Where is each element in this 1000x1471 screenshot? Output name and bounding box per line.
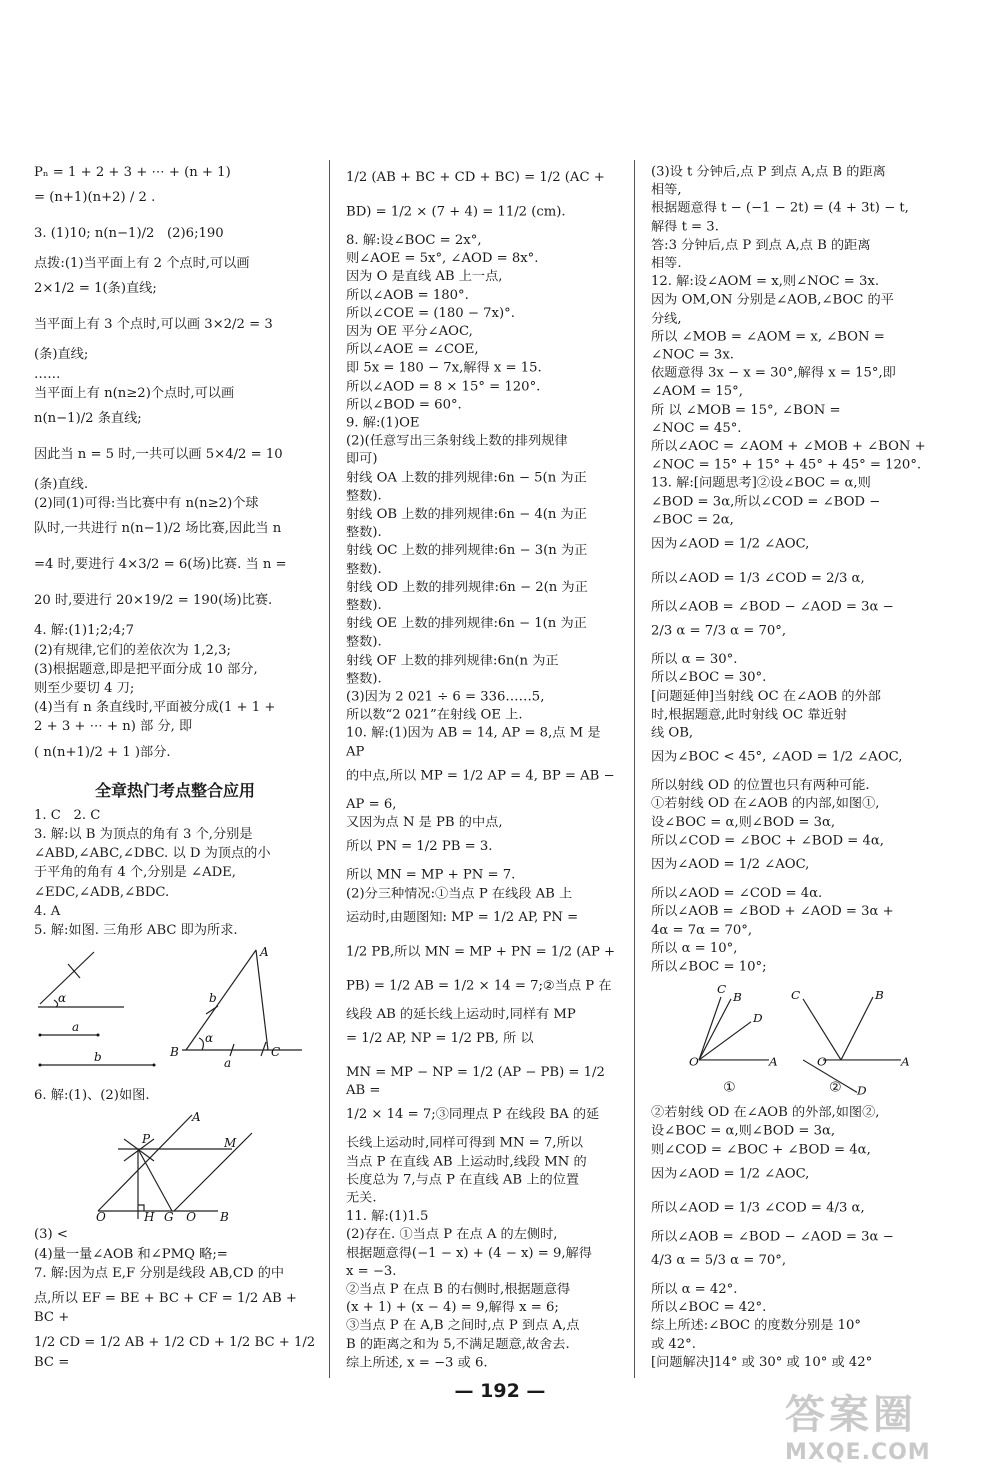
text-line: 所以∠AOD = 8 × 15° = 120°. [346, 379, 541, 394]
text-line: x = −3. [346, 1264, 397, 1279]
text-line: ∠NOC = 3x. [651, 348, 734, 363]
text-line: 因为∠AOD = 1/2 ∠AOC, [651, 857, 810, 873]
text-line: 8. 解:设∠BOC = 2x°, [346, 233, 482, 248]
text-line: 又因为点 N 是 PB 的中点, [346, 815, 503, 830]
text-line: 长度总为 7,与点 P 在直线 AB 上的位置 [346, 1172, 580, 1188]
svg-text:b: b [94, 1050, 102, 1065]
text-line: 相等, [651, 183, 682, 198]
text-line: 解得 t = 3. [651, 219, 719, 235]
text-line: 队时,一共进行 n(n−1)/2 场比赛,因此当 n [34, 521, 282, 537]
text-line: 所以∠BOC = 10°; [651, 959, 767, 974]
figure-label-2: ② [829, 1080, 842, 1096]
text-line: ③当点 P 在 A,B 之间时,点 P 到点 A,点 [346, 1319, 580, 1334]
text-line: 时,根据题意,此时射线 OC 靠近射 [651, 707, 847, 723]
text-line: [问题延伸]当射线 OC 在∠AOB 的外部 [651, 689, 881, 704]
text-line: (2)有规律,它们的差依次为 1,2,3; [34, 642, 231, 658]
text-line: 所以数“2 021”在射线 OE 上. [346, 708, 523, 723]
text-line: 当平面上有 n(n≥2)个点时,可以画 [34, 385, 235, 401]
text-line: 射线 OD 上数的排列规律:6n − 2(n 为正 [346, 580, 588, 595]
text-line: =4 时,要进行 4×3/2 = 6(场)比赛. 当 n = [34, 557, 287, 573]
text-line: 所 以 ∠MOB = 15°, ∠BON = [651, 403, 841, 418]
page-number: — 192 — [454, 1380, 546, 1402]
svg-text:M: M [224, 1136, 237, 1151]
svg-text:C: C [271, 1045, 281, 1060]
text-line: 所以∠AOE = ∠COE, [346, 342, 479, 358]
text-line: (条)直线; [34, 347, 89, 363]
text-line: ∠ABD,∠ABC,∠DBC. 以 D 为顶点的小 [34, 846, 271, 862]
column-3 [651, 163, 929, 1372]
text-line: 整数). [346, 635, 382, 650]
svg-text:G: G [164, 1210, 174, 1222]
text-line: 所以∠AOB = ∠BOD − ∠AOD = 3α − [651, 600, 894, 615]
text-line: 则∠COD = ∠BOC + ∠BOD = 4α, [651, 1142, 871, 1157]
text-line: (2)(任意写出三条射线上数的排列规律 [346, 434, 568, 449]
text-line: BD) = 1/2 × (7 + 4) = 11/2 (cm). [346, 204, 566, 220]
text-line: 于平角的角有 4 个,分别是 ∠ADE, [34, 865, 236, 881]
text-line: (3)根据题意,即是把平面分成 10 部分, [34, 661, 258, 677]
text-line: ∠BOC = 2α, [651, 513, 734, 528]
text-line: 所以∠COE = (180 − 7x)°. [346, 306, 515, 321]
svg-text:O: O [96, 1210, 106, 1222]
text-line: 4. 解:(1)1;2;4;7 [34, 623, 134, 639]
text-line: 所以∠AOC = ∠AOM + ∠MOB + ∠BON + [651, 439, 926, 455]
text-line: 5. 解:如图. 三角形 ABC 即为所求. [34, 923, 238, 939]
text-line: 所以 α = 30°. [651, 652, 738, 668]
text-line: 所以∠BOC = 30°. [651, 671, 767, 686]
text-line: 所以∠BOC = 42°. [651, 1300, 767, 1315]
text-line: ∠AOM = 15°, [651, 384, 743, 400]
svg-text:O: O [817, 1055, 827, 1069]
svg-text:A: A [769, 1055, 778, 1069]
watermark-bottom: MXQE.COM [785, 1440, 931, 1465]
text-line: 设∠BOC = α,则∠BOD = 3α, [651, 1124, 836, 1139]
svg-text:α: α [205, 1031, 214, 1046]
watermark-top: 答案圈 [785, 1392, 917, 1438]
text-line: 1/2 × 14 = 7;③同理点 P 在线段 BA 的延 [346, 1107, 600, 1123]
text-line: 综上所述, x = −3 或 6. [346, 1355, 488, 1370]
column-3-text-a [651, 163, 929, 976]
text-line: 20 时,要进行 20×19/2 = 190(场)比赛. [34, 593, 273, 609]
svg-text:H: H [144, 1210, 155, 1222]
text-line: 线段 AB 的延长线上运动时,同样有 MP [346, 1007, 576, 1022]
text-line: 因为 OE 平分∠AOC, [346, 324, 473, 339]
svg-text:D: D [753, 1011, 763, 1025]
text-line: 所以∠AOD = 1/3 ∠COD = 2/3 α, [651, 571, 865, 586]
text-line: 综上所述:∠BOC 的度数分别是 10° [651, 1318, 861, 1334]
text-line: 1/2 (AB + BC + CD + BC) = 1/2 (AC + [346, 170, 605, 185]
text-line: 1/2 CD = 1/2 AB + 1/2 CD + 1/2 BC + 1/2 BC = [34, 1335, 320, 1370]
text-line: 因为 OM,ON 分别是∠AOB,∠BOC 的平 [651, 293, 894, 308]
text-line: ∠NOC = 45°. [651, 421, 742, 436]
text-line: 所以∠AOD = 1/3 ∠COD = 4/3 α, [651, 1200, 865, 1216]
text-line: 因为∠BOC < 45°, ∠AOD = 1/2 ∠AOC, [651, 750, 903, 765]
text-line: 3. 解:以 B 为顶点的角有 3 个,分别是 [34, 827, 253, 843]
column-divider-1 [329, 160, 330, 1378]
text-line: 则∠AOE = 5x°, ∠AOD = 8x°. [346, 251, 539, 266]
svg-text:a: a [224, 1056, 232, 1071]
text-line: 1/2 PB,所以 MN = MP + PN = 1/2 (AP + [346, 944, 616, 959]
text-line: 所以∠AOB = ∠BOD + ∠AOD = 3α + [651, 904, 894, 920]
svg-text:D: D [857, 1083, 867, 1098]
text-line: 因为∠AOD = 1/2 ∠AOC, [651, 537, 810, 552]
text-line: 长线上运动时,同样可得到 MN = 7,所以 [346, 1136, 583, 1151]
column-2-text [346, 163, 618, 1372]
svg-text:A: A [192, 1110, 201, 1125]
text-line: 当平面上有 3 个点时,可以画 3×2/2 = 3 [34, 317, 273, 333]
text-line: 无关. [346, 1191, 377, 1206]
column-1 [34, 163, 320, 1372]
text-line: (3)因为 2 021 ÷ 6 = 336……5, [346, 690, 545, 705]
text-line: [问题解决]14° 或 30° 或 10° 或 42° [651, 1355, 873, 1370]
text-line: 4/3 α = 5/3 α = 70°, [651, 1253, 787, 1268]
text-line: 相等. [651, 256, 682, 271]
text-line: ②若射线 OD 在∠AOB 的外部,如图②, [651, 1105, 880, 1121]
text-line: 2 + 3 + ⋯ + n) 部 分, 即 [34, 719, 193, 735]
text-line: 所以 MN = MP + PN = 7. [346, 868, 516, 883]
text-line: 所以 PN = 1/2 PB = 3. [346, 839, 493, 854]
text-line: (2)分三种情况:①当点 P 在线段 AB 上 [346, 886, 573, 901]
text-line: 10. 解:(1)因为 AB = 14, AP = 8,点 M 是 AP [346, 726, 605, 760]
text-line: 点,所以 EF = BE + BC + CF = 1/2 AB + BC + [34, 1291, 302, 1326]
text-line: 12. 解:设∠AOM = x,则∠NOC = 3x. [651, 274, 880, 290]
text-line: 射线 OA 上数的排列规律:6n − 5(n 为正 [346, 470, 587, 486]
svg-text:O: O [689, 1055, 699, 1069]
text-line: ②当点 P 在点 B 的右侧时,根据题意得 [346, 1282, 571, 1297]
svg-text:Q: Q [186, 1210, 196, 1222]
text-line: 因此当 n = 5 时,一共可以画 5×4/2 = 10 [34, 447, 283, 463]
figure-label-1: ① [723, 1080, 736, 1096]
svg-text:B: B [170, 1045, 179, 1060]
text-line: 整数). [346, 525, 382, 540]
text-line: 的中点,所以 MP = 1/2 AP = 4, BP = AB − [346, 768, 615, 784]
text-line: 线 OB, [651, 726, 694, 741]
text-line: 整数). [346, 598, 382, 613]
text-line: ∠BOD = 3α,所以∠COD = ∠BOD − [651, 494, 881, 510]
text-line: 所以∠AOB = ∠BOD − ∠AOD = 3α − [651, 1229, 894, 1244]
text-line: 分线, [651, 311, 682, 326]
column-3-text-b [651, 1104, 929, 1372]
text-line: 2/3 α = 7/3 α = 70°, [651, 624, 787, 639]
text-line: (3) < [34, 1227, 68, 1243]
text-line: 因为 O 是直线 AB 上一点, [346, 269, 503, 285]
text-line: 射线 OC 上数的排列规律:6n − 3(n 为正 [346, 543, 588, 559]
text-line: 所以∠AOD = ∠COD = 4α. [651, 886, 823, 901]
text-line: 1. C 2. C [34, 807, 101, 823]
text-line: PB) = 1/2 AB = 1/2 × 14 = 7;②当点 P 在 [346, 978, 612, 994]
text-line: Pₙ = 1 + 2 + 3 + ⋯ + (n + 1) [34, 165, 231, 180]
svg-text:α: α [58, 991, 67, 1006]
text-line: 4. A [34, 903, 61, 919]
column-1-text-a [34, 163, 316, 773]
text-line: MN = MP − NP = 1/2 (AP − PB) = 1/2 AB = [346, 1065, 610, 1099]
text-line: 所以∠COD = ∠BOC + ∠BOD = 4α, [651, 833, 884, 849]
text-line: 整数). [346, 489, 382, 504]
text-line: B 的距离之和为 5,不满足题意,故舍去. [346, 1337, 570, 1352]
text-line: 即可) [346, 452, 378, 467]
text-line: 运动时,由题图知: MP = 1/2 AP, PN = [346, 910, 579, 925]
text-line: 射线 OB 上数的排列规律:6n − 4(n 为正 [346, 507, 587, 522]
text-line: …… [34, 366, 61, 382]
text-line: = 1/2 AP, NP = 1/2 PB, 所 以 [346, 1031, 534, 1046]
text-line: 当点 P 在直线 AB 上运动时,线段 MN 的 [346, 1154, 587, 1169]
triangle-construction-figure [34, 944, 316, 1082]
text-line: ( n(n+1)/2 + 1 )部分. [34, 744, 171, 760]
text-line: 或 42°. [651, 1337, 696, 1352]
text-line: 所以∠BOD = 60°. [346, 397, 462, 413]
text-line: (x + 1) + (x − 4) = 9,解得 x = 6; [346, 1300, 559, 1316]
text-line: ①若射线 OD 在∠AOB 的内部,如图①, [651, 797, 880, 812]
text-line: 射线 OF 上数的排列规律:6n(n 为正 [346, 653, 559, 668]
text-line: ∠NOC = 15° + 15° + 45° + 45° = 120°. [651, 458, 922, 473]
svg-text:B: B [220, 1210, 229, 1222]
text-line: 根据题意得(−1 − x) + (4 − x) = 9,解得 [346, 1245, 592, 1261]
text-line: 9. 解:(1)OE [346, 416, 420, 431]
text-line: 因为∠AOD = 1/2 ∠AOC, [651, 1166, 810, 1181]
text-line: 7. 解:因为点 E,F 分别是线段 AB,CD 的中 [34, 1265, 285, 1281]
angle-figures [651, 980, 929, 1100]
column-1-text-b [34, 806, 316, 940]
column-1-text-d [34, 1225, 320, 1371]
parallel-lines-figure [34, 1109, 316, 1221]
svg-text:C: C [717, 982, 727, 997]
text-line: = (n+1)(n+2) / 2 . [34, 190, 156, 206]
text-line: 设∠BOC = α,则∠BOD = 3α, [651, 815, 836, 830]
text-line: 根据题意得 t − (−1 − 2t) = (4 + 3t) − t, [651, 201, 909, 216]
text-line: (条)直线. [34, 477, 89, 493]
text-line: 13. 解:[问题思考]②设∠BOC = α,则 [651, 476, 871, 491]
text-line: 3. (1)10; n(n−1)/2 (2)6;190 [34, 226, 224, 242]
text-line: 答:3 分钟后,点 P 到点 A,点 B 的距离 [651, 238, 871, 253]
text-line: 依题意得 3x − x = 30°,解得 x = 15°,即 [651, 366, 896, 381]
text-line: (4)当有 n 条直线时,平面被分成(1 + 1 + [34, 700, 276, 716]
text-line: 则至少要切 4 刀; [34, 681, 135, 697]
text-line: 整数). [346, 562, 382, 577]
text-line: 所以 α = 42°. [651, 1282, 738, 1297]
text-line: 所以 ∠MOB = ∠AOM = x, ∠BON = [651, 329, 885, 345]
text-line: 所以射线 OD 的位置也只有两种可能. [651, 778, 870, 794]
text-line: (2)存在. ①当点 P 在点 A 的左侧时, [346, 1227, 558, 1242]
svg-text:B: B [733, 990, 742, 1004]
text-line: 11. 解:(1)1.5 [346, 1209, 429, 1224]
text-line: (4)量一量∠AOB 和∠PMQ 略;= [34, 1246, 228, 1262]
text-line: 所以∠AOB = 180°. [346, 288, 469, 303]
text-line: AP = 6, [346, 797, 397, 812]
svg-text:C: C [791, 988, 801, 1002]
svg-text:P: P [142, 1132, 151, 1147]
svg-text:b: b [209, 991, 217, 1006]
column-divider-2 [634, 160, 635, 1378]
text-line: 2×1/2 = 1(条)直线; [34, 281, 157, 297]
text-line: (3)设 t 分钟后,点 P 到点 A,点 B 的距离 [651, 164, 886, 180]
watermark [785, 1383, 990, 1465]
text-line: 所以 α = 10°, [651, 941, 738, 956]
svg-text:A: A [260, 945, 269, 960]
section-heading: 全章热门考点整合应用 [94, 780, 255, 800]
svg-text:a: a [72, 1020, 80, 1035]
text-line: 6. 解:(1)、(2)如图. [34, 1088, 150, 1104]
text-line: n(n−1)/2 条直线; [34, 411, 142, 427]
column-1-text-c [34, 1086, 316, 1105]
text-line: ∠EDC,∠ADB,∠BDC. [34, 884, 170, 900]
text-line: 即 5x = 180 − 7x,解得 x = 15. [346, 361, 542, 376]
text-line: 4α = 7α = 70°, [651, 923, 753, 938]
text-line: 整数). [346, 671, 382, 687]
text-line: (2)同(1)可得:当比赛中有 n(n≥2)个球 [34, 496, 259, 512]
svg-text:A: A [901, 1055, 910, 1069]
text-line: 点拨:(1)当平面上有 2 个点时,可以画 [34, 256, 250, 272]
column-2 [346, 163, 618, 1372]
svg-text:B: B [875, 988, 884, 1002]
text-line: 射线 OE 上数的排列规律:6n − 1(n 为正 [346, 616, 587, 632]
